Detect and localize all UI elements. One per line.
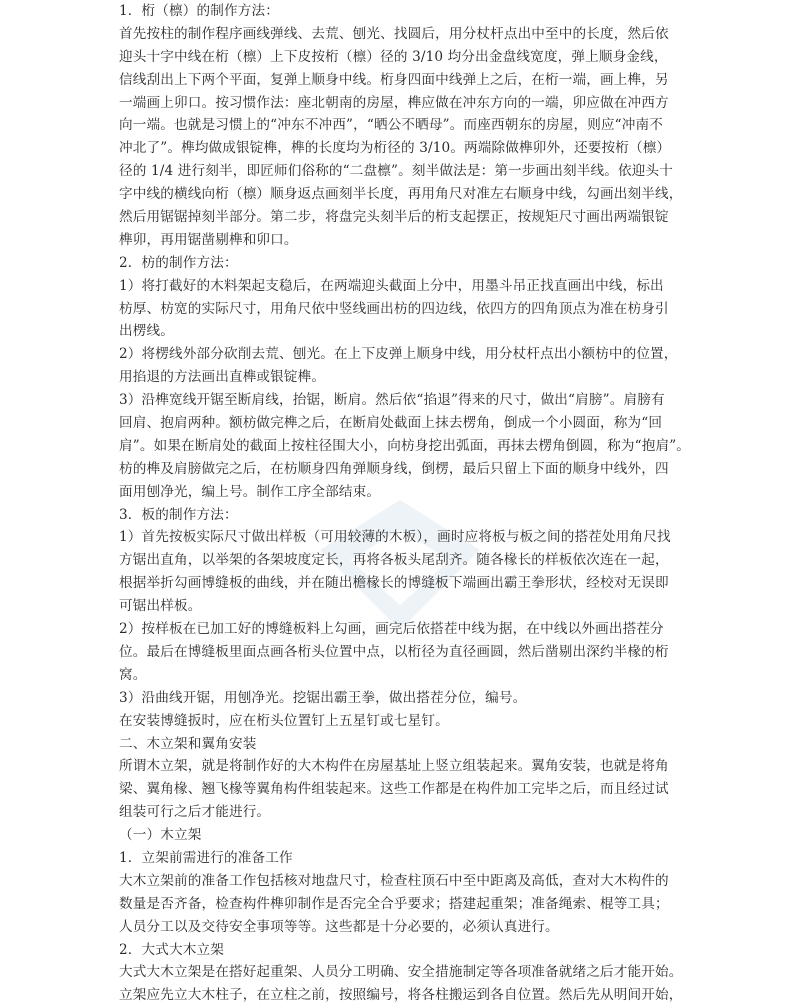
paragraph-line: 可锯出样板。 bbox=[119, 598, 202, 615]
paragraph-line: 肩”。如果在断肩处的截面上按柱径围大小，向枋身挖出弧面，再抹去楞角倒圆，称为“抱肩”。 bbox=[119, 437, 691, 454]
paragraph-line: 首先按柱的制作程序画线弹线、去荒、刨光、找圆后，用分杖杆点出中至中的长度，然后依 bbox=[119, 25, 669, 42]
paragraph-line: 组装可行之后才能进行。 bbox=[119, 804, 271, 821]
paragraph-line: 大木立架前的准备工作包括核对地盘尺寸，检查柱顶石中至中距离及高低，查对大木构件的 bbox=[119, 872, 669, 889]
paragraph-line: 字中线的横线向桁（檩）顺身返点画刻半长度，再用角尺对准左右顺身中线，勾画出刻半线， bbox=[119, 186, 683, 203]
paragraph-line: 2）将楞线外部分砍削去荒、刨光。在上下皮弹上顺身中线，用分杖杆点出小额枋中的位置， bbox=[119, 346, 678, 363]
paragraph-line: 窝。 bbox=[119, 666, 147, 683]
paragraph-line: 数量是否齐备，检查构件榫卯制作是否完全合乎要求；搭建起重架；准备绳索、棍等工具； bbox=[119, 895, 669, 912]
heading-board-method: 3．板的制作方法： bbox=[119, 506, 238, 523]
heading-formal-frame: 2．大式大木立架 bbox=[119, 941, 225, 958]
paragraph-line: 回肩、抱肩两种。额枋做完榫之后，在断肩处截面上抹去楞角，倒成一个小圆面，称为“回 bbox=[119, 415, 663, 432]
paragraph-line: 大式大木立架是在搭好起重架、人员分工明确、安全措施制定等各项准备就绪之后才能开始。 bbox=[119, 964, 683, 981]
paragraph-line: 向一端。也就是习惯上的“冲东不冲西”，“晒公不晒母”。而座西朝东的房屋，则应“冲南不 bbox=[119, 117, 664, 134]
paragraph-line: 3）沿榫宽线开锯至断肩线，抬锯，断肩。然后依“掐退”得来的尺寸，做出“肩膀”。肩膀有 bbox=[119, 392, 665, 409]
paragraph-line: 冲北了”。榫均做成银锭榫，榫的长度均为桁径的 3/10。两端除做榫卯外，还要按桁（檩） bbox=[119, 140, 671, 157]
heading-purlin-method: 1．桁（檩）的制作方法： bbox=[119, 3, 279, 19]
paragraph-line: 信线刮出上下两个平面，复弹上顺身中线。桁身四面中线弹上之后，在桁一端，画上榫，另 bbox=[119, 71, 669, 88]
paragraph-line: 枋厚、枋宽的实际尺寸，用角尺依中竖线画出枋的四边线，依四方的四角顶点为准在枋身引 bbox=[119, 300, 669, 317]
paragraph-line: 根据举折勾画博缝板的曲线，并在随出檐椽长的博缝板下端画出霸王拳形状，经校对无误即 bbox=[119, 575, 669, 592]
paragraph-line: 1）将打截好的木料架起支稳后，在两端迎头截面上分中，用墨斗吊正找直画出中线，标出 bbox=[119, 277, 664, 294]
paragraph-line: 径的 1/4 进行刻半，即匠师们俗称的“二盘檩”。刻半做法是：第一步画出刻半线。依迎头十 bbox=[119, 163, 673, 180]
paragraph-line: 榫卯，再用锯凿剔榫和卯口。 bbox=[119, 231, 298, 248]
paragraph-line: 人员分工以及交待安全事项等等。这些都是十分必要的，必须认真进行。 bbox=[119, 918, 559, 935]
paragraph-line: 2）按样板在已加工好的博缝板料上勾画，画完后依搭茬中线为据，在中线以外画出搭茬分 bbox=[119, 621, 664, 638]
paragraph-line: 1）首先按板实际尺寸做出样板（可用较薄的木板），画时应将板与板之间的搭茬处用角尺找 bbox=[119, 529, 671, 546]
paragraph-line: 立架应先立大木柱子，在立柱之前，按照编号，将各柱搬运到各自位置。然后先从明间开始， bbox=[119, 987, 683, 1004]
paragraph-line: 枋的榫及肩膀做完之后，在枋顺身四角弹顺身线，倒楞，最后只留上下面的顺身中线外，四 bbox=[119, 460, 669, 477]
document-page bbox=[119, 0, 791, 1007]
paragraph-line: 在安装博缝扳时，应在桁头位置钉上五星钉或七星钉。 bbox=[119, 712, 449, 729]
paragraph-line: 然后用锯锯掉刻半部分。第二步，将盘完头刻半后的桁支起摆正，按规矩尺寸画出两端银锭 bbox=[119, 209, 669, 226]
paragraph-line: 用掐退的方法画出直榫或银锭榫。 bbox=[119, 369, 326, 386]
paragraph-line: 迎头十字中线在桁（檩）上下皮按桁（檩）径的 3/10 均分出金盘线宽度，弹上顺身金线， bbox=[119, 48, 668, 65]
paragraph-line: 所谓木立架，就是将制作好的大木构件在房屋基址上竖立组装起来。翼角安装，也就是将角 bbox=[119, 758, 669, 775]
paragraph-line: 3）沿曲线开锯，用刨净光。挖锯出霸王拳，做出搭茬分位，编号。 bbox=[119, 689, 527, 706]
section-heading: 二、木立架和翼角安装 bbox=[119, 735, 257, 752]
heading-tiebeam-method: 2．枋的制作方法： bbox=[119, 254, 238, 271]
paragraph-line: 出楞线。 bbox=[119, 323, 174, 340]
subsection-heading: （一）木立架 bbox=[119, 827, 202, 844]
paragraph-line: 梁、翼角椽、翘飞椽等翼角构件组装起来。这些工作都是在构件加工完毕之后，而且经过试 bbox=[119, 781, 669, 798]
heading-preparation: 1．立架前需进行的准备工作 bbox=[119, 849, 293, 866]
paragraph-line: 位。最后在博缝板里面点画各桁头位置中点，以桁径为直径画圆，然后凿剔出深约半椽的桁 bbox=[119, 643, 669, 660]
paragraph-line: 面用刨净光，编上号。制作工序全部结束。 bbox=[119, 483, 381, 500]
paragraph-line: 方锯出直角，以举架的各架坡度定长，再将各板头尾刮齐。随各椽长的样板依次连在一起， bbox=[119, 552, 669, 569]
paragraph-line: 一端画上卯口。按习惯作法：座北朝南的房屋，榫应做在冲东方向的一端，卯应做在冲西方 bbox=[119, 94, 669, 111]
